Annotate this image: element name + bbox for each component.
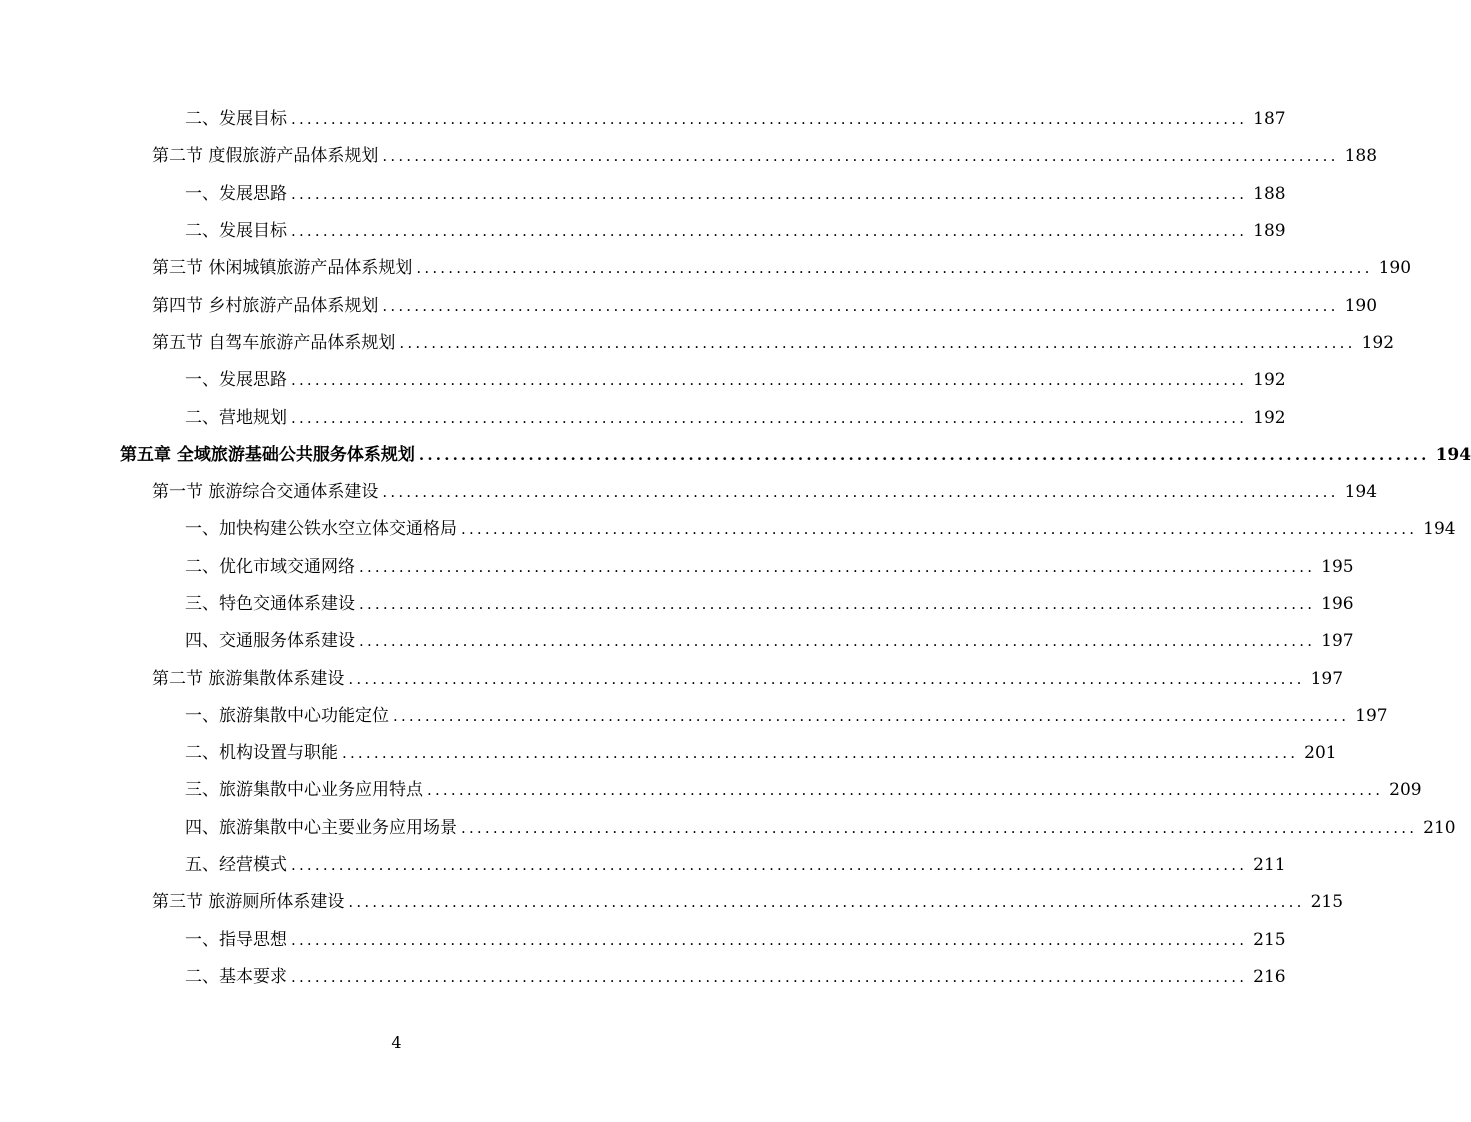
toc-entry-title: 第五节 自驾车旅游产品体系规划 — [152, 335, 399, 352]
toc-entry[interactable] — [0, 138, 1378, 175]
toc-entry-page: 192 — [1253, 407, 1286, 428]
toc-entry[interactable] — [0, 810, 1456, 847]
toc-entry-content — [152, 332, 1395, 353]
toc-entry-content — [185, 370, 1286, 391]
dot-leader: ........................................................................................................................ — [348, 893, 1305, 912]
toc-entry-content — [152, 295, 1378, 316]
toc-entry-content — [152, 146, 1378, 167]
toc-entry-page: 195 — [1321, 556, 1354, 577]
dot-leader: ........................................................................................................................ — [416, 259, 1373, 278]
dot-leader: ........................................................................................................................ — [382, 147, 1339, 166]
toc-entry-page: 215 — [1253, 929, 1286, 950]
toc-entry-page: 196 — [1321, 594, 1354, 614]
toc-entry-content — [185, 743, 1337, 764]
toc-entry[interactable] — [0, 399, 1286, 436]
toc-entry-content — [185, 631, 1354, 652]
toc-entry-title: 二、基本要求 — [185, 969, 291, 986]
dot-leader: ........................................................................................................................ — [399, 333, 1356, 352]
dot-leader: ........................................................................................................................ — [291, 184, 1248, 203]
toc-entry-title: 一、旅游集散中心功能定位 — [185, 708, 393, 725]
toc-entry-page: 188 — [1253, 183, 1286, 204]
toc-entry-content — [120, 444, 1471, 465]
toc-entry-page: 192 — [1253, 370, 1286, 391]
toc-entry-page: 210 — [1423, 817, 1456, 838]
toc-entry-title: 第三节 休闲城镇旅游产品体系规划 — [152, 260, 416, 277]
toc-entry-title: 三、旅游集散中心业务应用特点 — [185, 782, 427, 799]
dot-leader: ........................................................................................................................ — [359, 557, 1316, 576]
toc-entry-content — [152, 258, 1412, 279]
toc-entry-page: 192 — [1361, 332, 1395, 353]
toc-entry-page: 201 — [1304, 743, 1337, 764]
dot-leader: ........................................................................................................................ — [342, 744, 1299, 763]
dot-leader: ........................................................................................................................ — [393, 706, 1350, 725]
toc-entry[interactable] — [0, 511, 1456, 548]
toc-entry-content — [185, 929, 1286, 950]
toc-entry-page: 197 — [1321, 631, 1354, 652]
page-number: 4 — [391, 1033, 402, 1052]
toc-entry-page: 190 — [1378, 258, 1412, 279]
toc-entry-content — [185, 519, 1456, 540]
toc-entry[interactable] — [0, 623, 1354, 660]
dot-leader: ........................................................................................................................ — [418, 445, 1430, 464]
toc-entry-content — [152, 668, 1344, 689]
toc-entry-page: 216 — [1253, 966, 1286, 987]
toc-entry-page: 187 — [1253, 109, 1286, 130]
toc-entry-title: 第二节 度假旅游产品体系规划 — [152, 148, 382, 165]
toc-entry-content — [152, 892, 1344, 913]
toc-entry[interactable] — [0, 922, 1286, 959]
toc-entry-page: 194 — [1435, 444, 1471, 465]
toc-entry-title: 第四节 乡村旅游产品体系规划 — [152, 298, 382, 315]
toc-entry[interactable] — [0, 549, 1354, 586]
toc-entry-title: 第三节 旅游厕所体系建设 — [152, 894, 348, 911]
dot-leader: ........................................................................................................................ — [291, 110, 1248, 129]
toc-entry-content — [185, 594, 1354, 614]
toc-entry[interactable] — [0, 735, 1337, 772]
toc-entry[interactable] — [0, 213, 1286, 250]
dot-leader: ........................................................................................................................ — [382, 483, 1339, 502]
toc-entry[interactable] — [0, 698, 1388, 735]
toc-entry-title: 一、指导思想 — [185, 932, 291, 949]
toc-entry-page: 197 — [1310, 668, 1344, 689]
toc-entry-title: 一、加快构建公铁水空立体交通格局 — [185, 521, 461, 538]
toc-entry-content — [185, 855, 1286, 876]
toc-entry[interactable] — [0, 437, 1471, 474]
toc-entry-page: 211 — [1253, 855, 1286, 876]
toc-entry[interactable] — [0, 847, 1286, 884]
toc-entry-page: 188 — [1344, 146, 1378, 167]
toc-entry-title: 三、特色交通体系建设 — [185, 596, 359, 613]
dot-leader: ........................................................................................................................ — [291, 967, 1248, 986]
toc-entry[interactable] — [0, 287, 1378, 324]
toc-entry-title: 二、优化市域交通网络 — [185, 559, 359, 576]
toc-entry-content — [185, 966, 1286, 987]
toc-entry-content — [185, 705, 1388, 726]
toc-entry-content — [185, 183, 1286, 204]
dot-leader: ........................................................................................................................ — [291, 408, 1248, 427]
dot-leader: ........................................................................................................................ — [359, 632, 1316, 651]
toc-entry-page: 194 — [1344, 482, 1378, 503]
toc-entry[interactable] — [0, 474, 1378, 511]
toc-entry-title: 二、发展目标 — [185, 223, 291, 240]
dot-leader: ........................................................................................................................ — [291, 930, 1248, 949]
dot-leader: ........................................................................................................................ — [291, 371, 1248, 390]
dot-leader: ........................................................................................................................ — [359, 595, 1316, 613]
dot-leader: ........................................................................................................................ — [461, 818, 1418, 837]
toc-entry[interactable] — [0, 325, 1395, 362]
toc-entry-title: 四、旅游集散中心主要业务应用场景 — [185, 820, 461, 837]
toc-entry[interactable] — [0, 586, 1354, 623]
toc-entry-content — [185, 817, 1456, 838]
dot-leader: ........................................................................................................................ — [348, 669, 1305, 688]
toc-entry-page: 190 — [1344, 295, 1378, 316]
toc-entry-content — [185, 109, 1286, 130]
toc-entry[interactable] — [0, 772, 1422, 809]
dot-leader: ........................................................................................................................ — [382, 296, 1339, 315]
toc-entry[interactable] — [0, 176, 1286, 213]
toc-entry-title: 二、机构设置与职能 — [185, 745, 342, 762]
toc-entry-page: 215 — [1310, 892, 1344, 913]
dot-leader: ........................................................................................................................ — [291, 222, 1248, 241]
toc-entry-title: 第五章 全域旅游基础公共服务体系规划 — [120, 447, 419, 464]
toc-entry-content — [185, 221, 1286, 242]
toc-entry-page: 194 — [1423, 519, 1456, 540]
toc-entry-page: 209 — [1389, 780, 1422, 801]
toc-entry-content — [152, 482, 1378, 503]
toc-entry[interactable] — [0, 959, 1286, 996]
toc-entry-title: 二、发展目标 — [185, 111, 291, 128]
toc-entry-content — [185, 780, 1422, 801]
table-of-contents — [0, 101, 1471, 996]
dot-leader: ........................................................................................................................ — [427, 781, 1384, 800]
toc-entry-title: 第一节 旅游综合交通体系建设 — [152, 484, 382, 501]
toc-entry-page: 189 — [1253, 221, 1286, 242]
toc-entry-title: 第二节 旅游集散体系建设 — [152, 671, 348, 688]
toc-entry[interactable] — [0, 884, 1344, 921]
toc-entry[interactable] — [0, 660, 1344, 697]
toc-entry-content — [185, 407, 1286, 428]
toc-entry-title: 一、发展思路 — [185, 372, 291, 389]
dot-leader: ........................................................................................................................ — [291, 856, 1248, 875]
toc-entry[interactable] — [0, 362, 1286, 399]
toc-entry-page: 197 — [1355, 705, 1388, 726]
toc-entry-title: 一、发展思路 — [185, 186, 291, 203]
dot-leader: ........................................................................................................................ — [461, 520, 1418, 539]
toc-entry[interactable] — [0, 250, 1412, 287]
toc-entry[interactable] — [0, 101, 1286, 138]
toc-entry-content — [185, 556, 1354, 577]
toc-entry-title: 五、经营模式 — [185, 857, 291, 874]
toc-entry-title: 二、营地规划 — [185, 410, 291, 427]
toc-entry-title: 四、交通服务体系建设 — [185, 633, 359, 650]
